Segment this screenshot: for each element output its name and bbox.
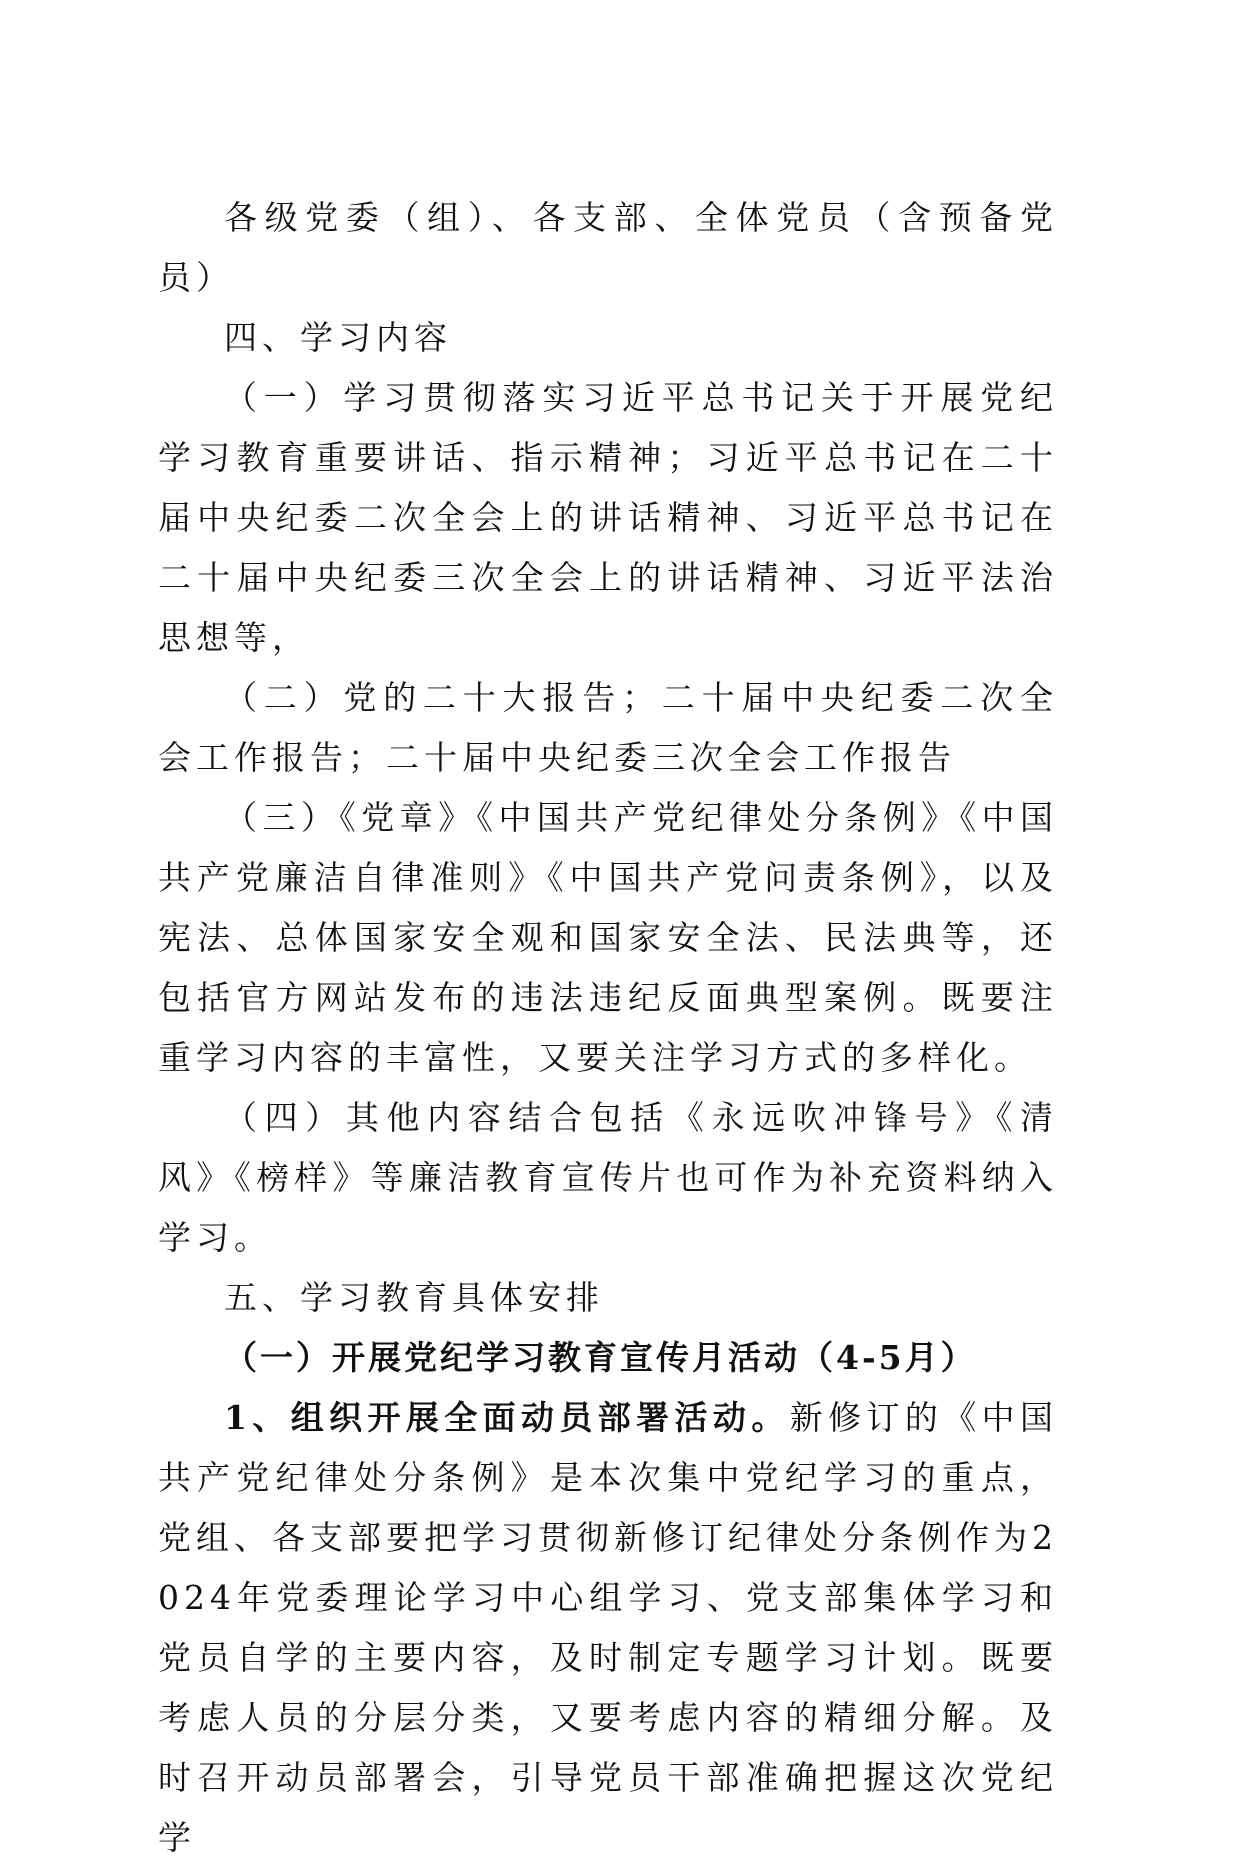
arrangement-point-1-lead: 1、组织开展全面动员部署活动。	[224, 1398, 790, 1437]
study-item-3: （三）《党章》《中国共产党纪律处分条例》《中国共产党廉洁自律准则》《中国共产党问责条例》，以及宪法、总体国家安全观和国家安全法、民法典等，还包括官方网站发布的违法违纪反面典型案例。既要注重学习内容的丰富性，又要关注学习方式的多样化。	[158, 798, 1058, 1077]
arrangement-point-1	[158, 1388, 1058, 1868]
document-body	[158, 188, 1058, 1868]
subsection-heading-publicity-month: （一）开展党纪学习教育宣传月活动（4-5月）	[224, 1338, 977, 1377]
study-item-4: （四）其他内容结合包括《永远吹冲锋号》《清风》《榜样》等廉洁教育宣传片也可作为补充资料纳入学习。	[158, 1098, 1058, 1257]
section-heading-study-content: 四、学习内容	[224, 318, 452, 357]
study-item-1: （一）学习贯彻落实习近平总书记关于开展党纪学习教育重要讲话、指示精神；习近平总书记在二十届中央纪委二次全会上的讲话精神、习近平总书记在二十届中央纪委三次全会上的讲话精神、习近平法治思想等，	[158, 378, 1058, 657]
section-heading-arrangements: 五、学习教育具体安排	[224, 1278, 604, 1317]
study-item-2: （二）党的二十大报告；二十届中央纪委二次全会工作报告；二十届中央纪委三次全会工作报告	[158, 678, 1058, 777]
arrangement-point-1-body: 新修订的《中国共产党纪律处分条例》是本次集中党纪学习的重点，党组、各支部要把学习贯彻新修订纪律处分条例作为2024年党委理论学习中心组学习、党支部集体学习和党员自学的主要内容，及时制定专题学习计划。既要考虑人员的分层分类，又要考虑内容的精细分解。及时召开动员部署会，引导党员干部准确把握这次党纪学	[158, 1398, 1058, 1857]
scope-paragraph: 各级党委（组）、各支部、全体党员（含预备党员）	[158, 198, 1058, 297]
